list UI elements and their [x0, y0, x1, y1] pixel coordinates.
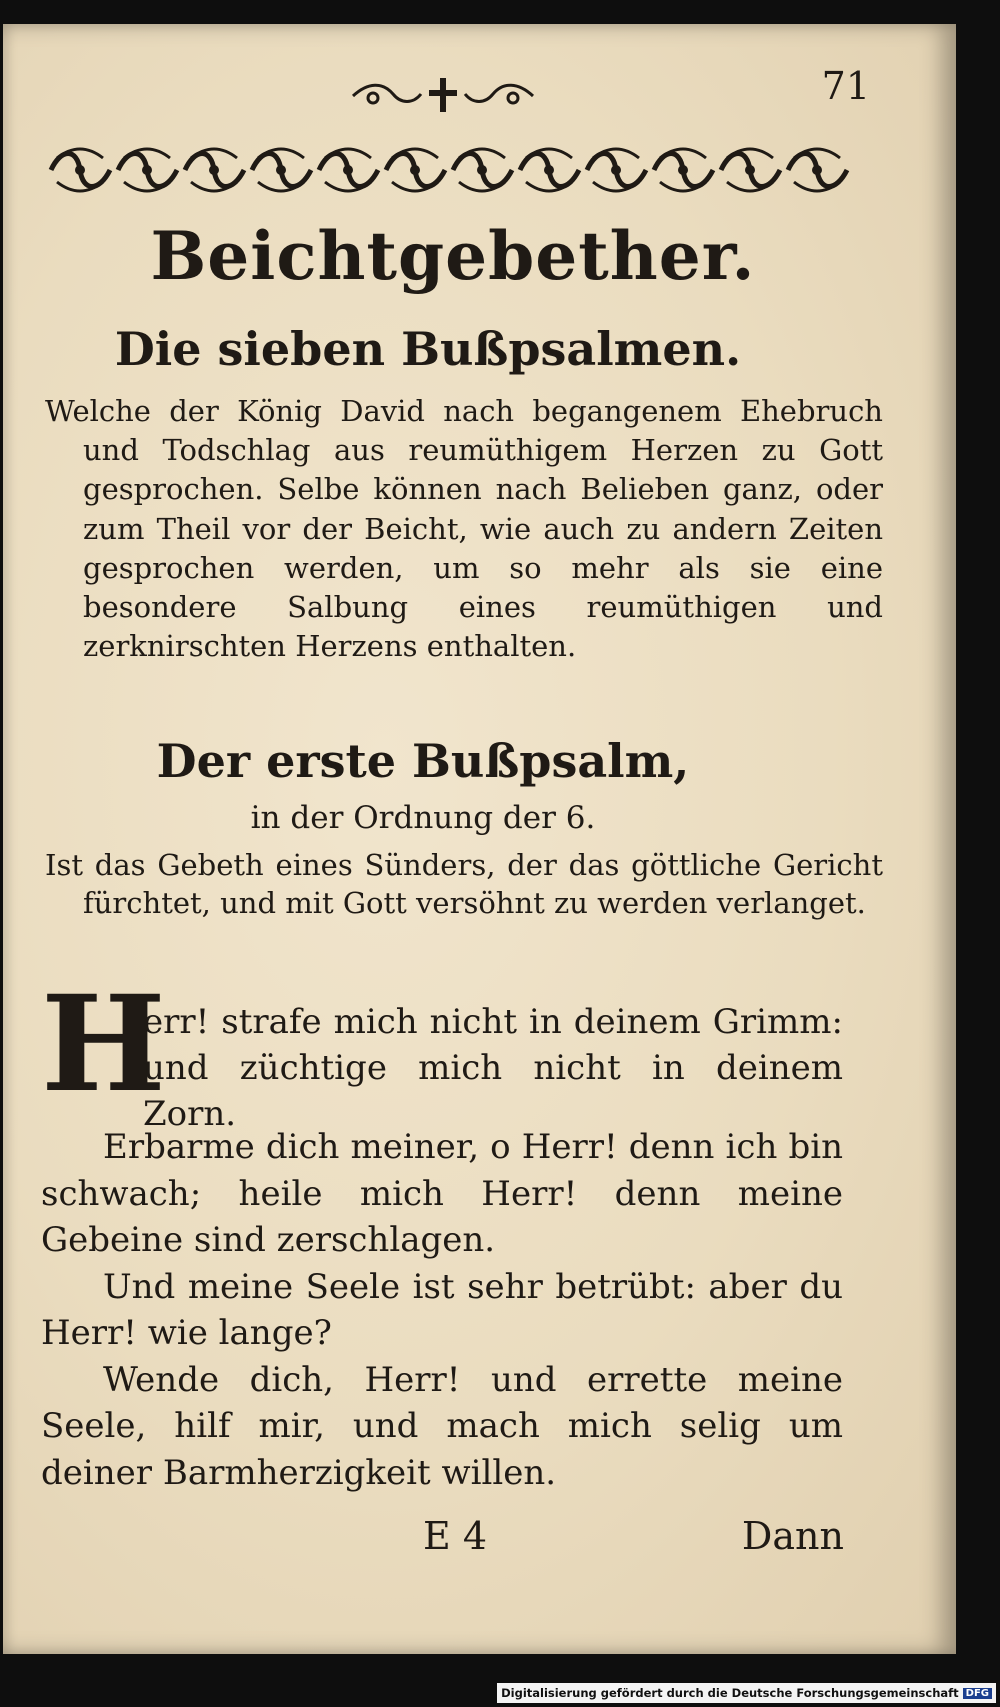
top-flourish-ornament: [343, 74, 543, 116]
dfg-logo: DFG: [963, 1688, 992, 1699]
intro-paragraph: Welche der König David nach begangenem Ehebruch und Todschlag aus reumüthigem Herzen zu Gott gesprochen. Selbe können nach Belieben ganz, oder zum Theil vor der Beicht, wie auch zu andern Zeiten gesprochen werden, um so mehr als sie eine besondere Salbung eines reumüthigen und zerknirschten Herzens enthalten.: [45, 394, 883, 664]
psalm-heading: Der erste Bußpsalm,: [156, 734, 690, 788]
credit-text: Digitalisierung gefördert durch die Deutsche Forschungsgemeinschaft: [501, 1686, 959, 1700]
section-subtitle: Die sieben Bußpsalmen.: [114, 322, 742, 376]
digitization-credit: [497, 1683, 996, 1703]
verse-list: [41, 1124, 843, 1496]
catchword: Dann: [741, 1514, 844, 1558]
page-title: Beichtgebether.: [150, 217, 756, 295]
verse-2: Erbarme dich meiner, o Herr! denn ich bin schwach; heile mich Herr! denn meine Gebeine sind zerschlagen.: [41, 1127, 843, 1260]
drop-cap-initial: H: [41, 967, 166, 1122]
psalm-description: Ist das Gebeth eines Sünders, der das göttliche Gericht fürchtet, und mit Gott versöhnt zu werden verlanget.: [45, 848, 883, 920]
page-number: 71: [821, 64, 870, 108]
psalm-order-note: in der Ordnung der 6.: [250, 800, 596, 836]
book-page: [3, 24, 956, 1654]
verse-1: err! strafe mich nicht in deinem Grimm: und züchtige mich nicht in deinem Zorn.: [143, 1002, 843, 1134]
signature-mark: E 4: [423, 1514, 487, 1558]
verse-3: Und meine Seele ist sehr betrübt: aber du Herr! wie lange?: [41, 1266, 843, 1353]
decorative-border-band: [47, 142, 851, 198]
verse-4: Wende dich, Herr! und errette meine Seele, hilf mir, und mach mich selig um deiner Barmherzigkeit willen.: [41, 1359, 843, 1493]
